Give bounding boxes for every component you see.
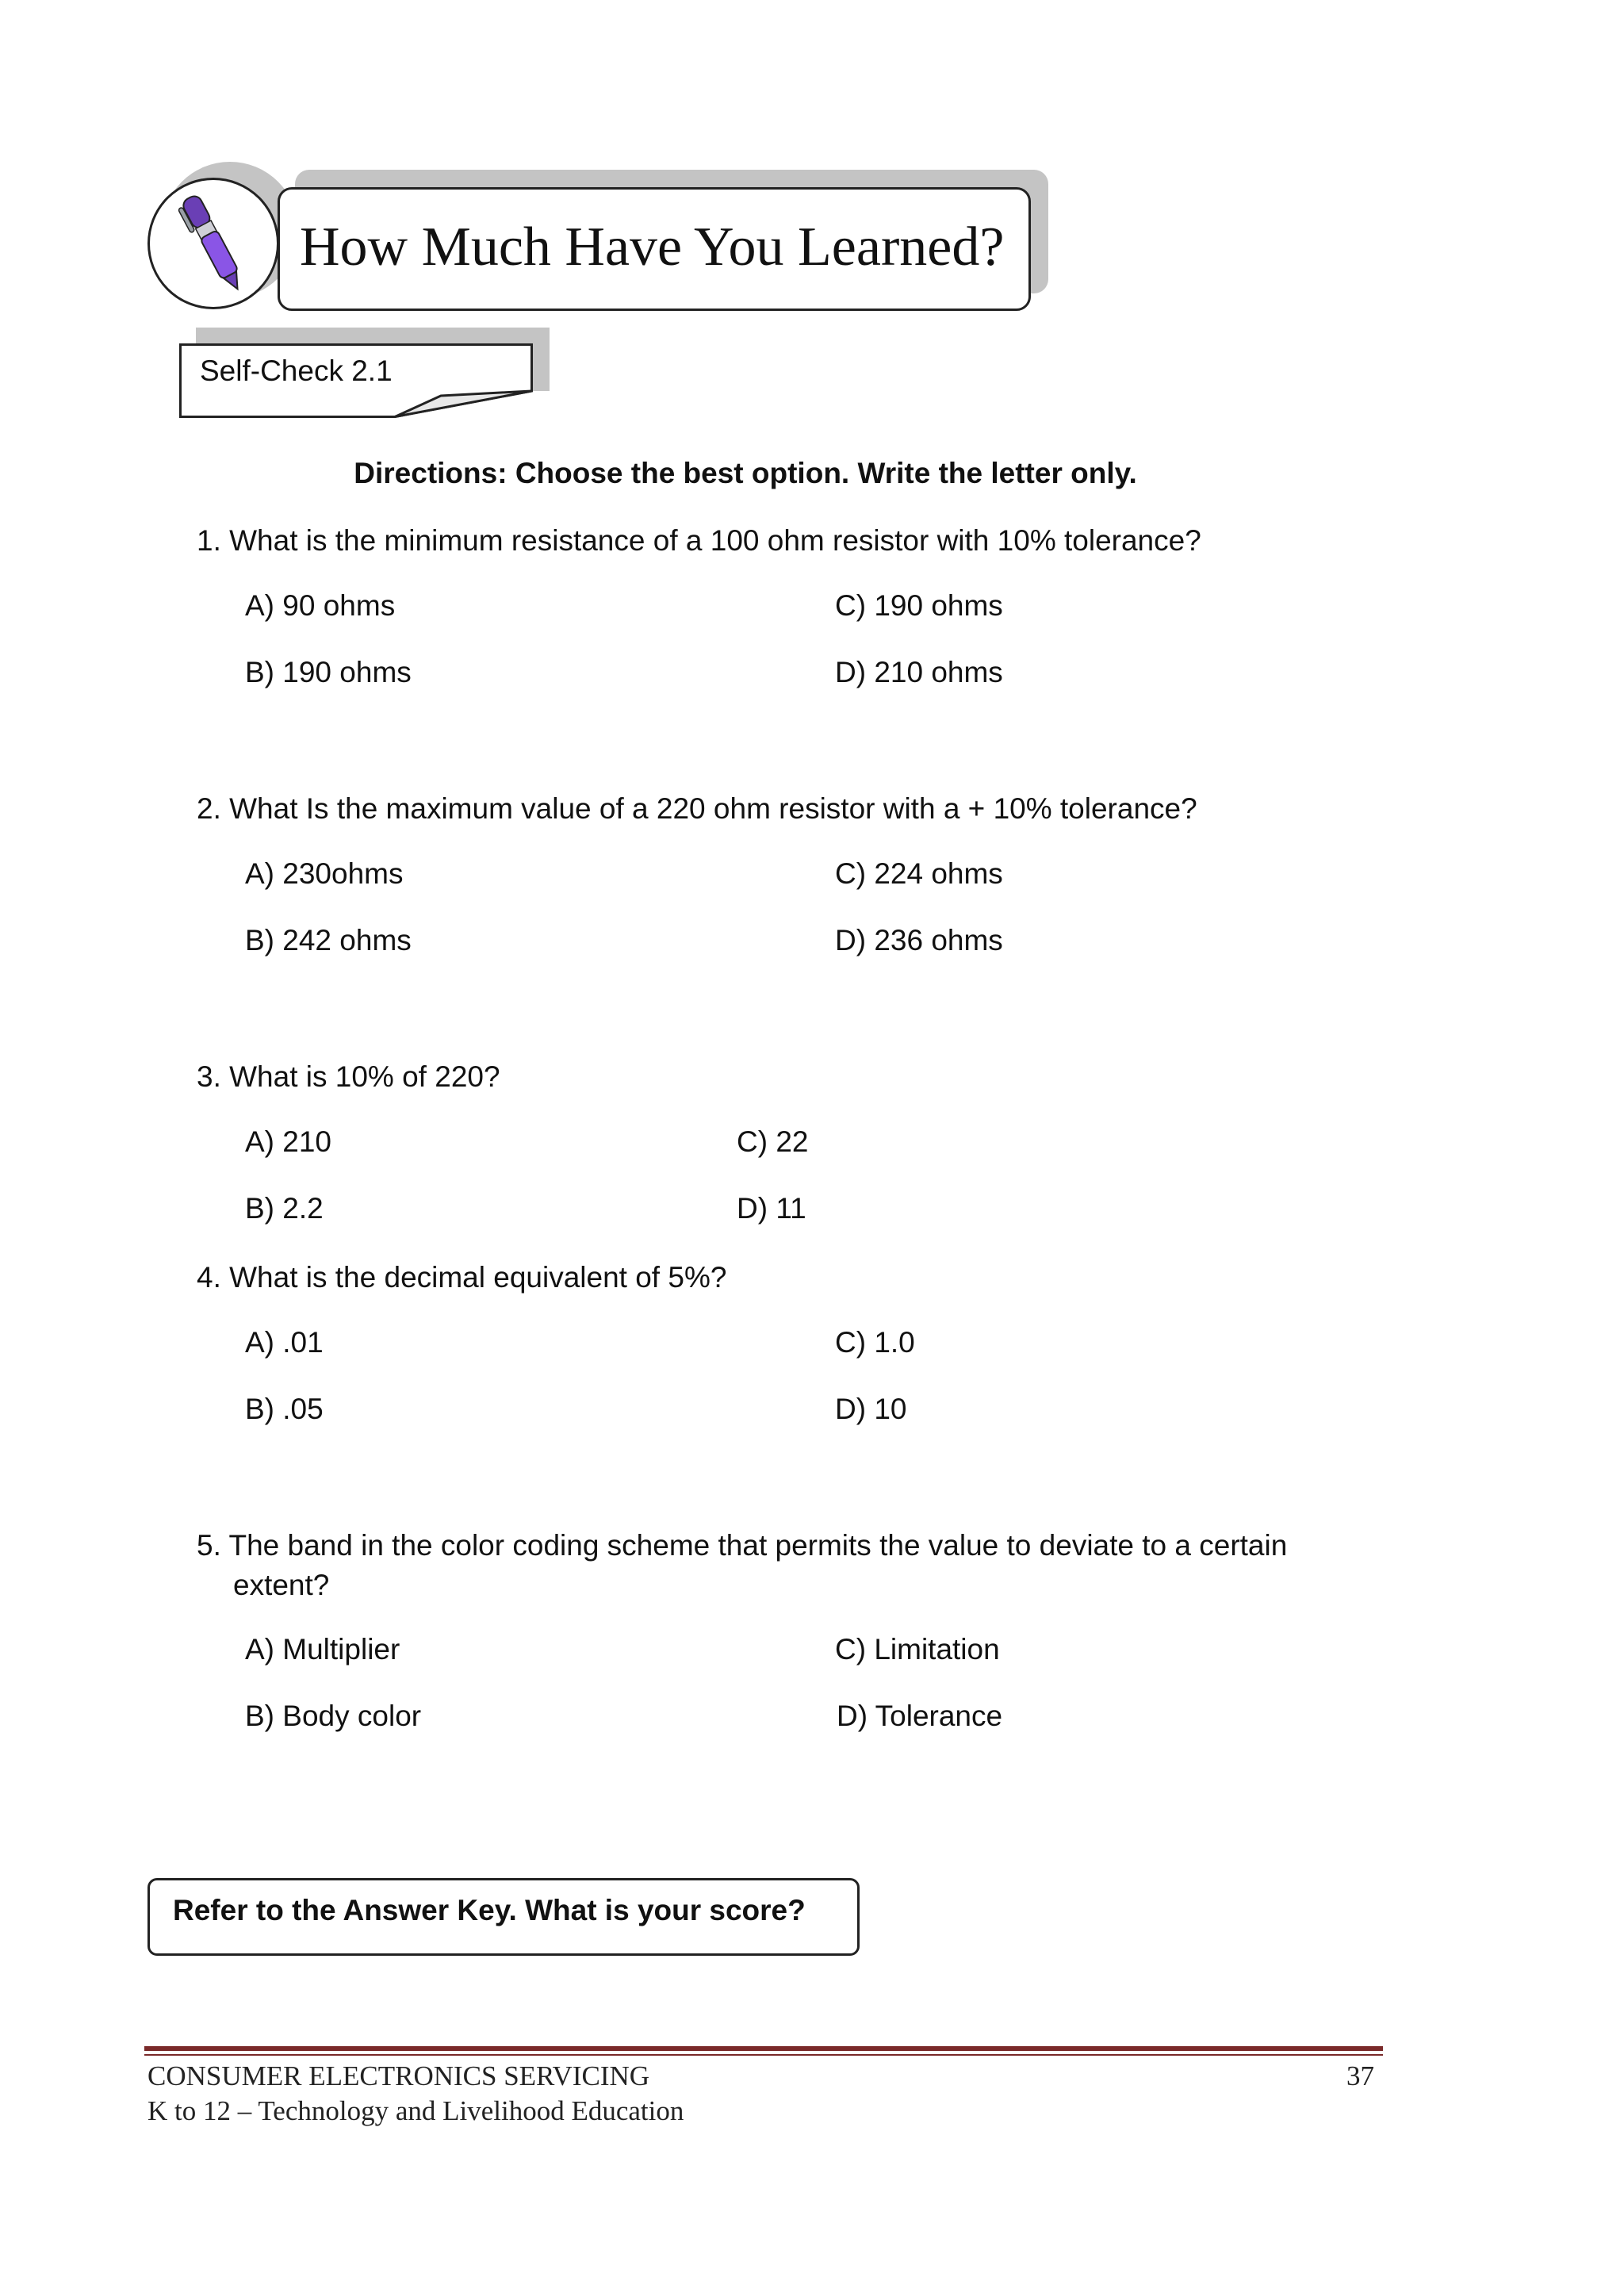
q3-option-a: A) 210 xyxy=(245,1125,332,1158)
footer-program: K to 12 – Technology and Livelihood Education xyxy=(147,2095,684,2126)
q5-option-b: B) Body color xyxy=(245,1700,422,1732)
q2-option-c: C) 224 ohms xyxy=(835,857,1003,890)
q1-option-c: C) 190 ohms xyxy=(835,589,1003,622)
q3-option-b: B) 2.2 xyxy=(245,1192,324,1225)
question-2: 2. What Is the maximum value of a 220 ohm resistor with a + 10% tolerance? xyxy=(197,792,1197,825)
q5-option-c: C) Limitation xyxy=(835,1633,1000,1665)
question-5: 5. The band in the color coding scheme that permits the value to deviate to a certain xyxy=(197,1529,1288,1562)
q1-option-b: B) 190 ohms xyxy=(245,656,412,688)
pen-icon xyxy=(155,186,271,301)
q4-option-b: B) .05 xyxy=(245,1393,324,1425)
question-3: 3. What is 10% of 220? xyxy=(197,1060,500,1093)
directions: Directions: Choose the best option. Write the letter only. xyxy=(354,457,1137,489)
page-number: 37 xyxy=(1346,2060,1374,2091)
footer-rule-thin xyxy=(144,2054,1383,2056)
q1-option-a: A) 90 ohms xyxy=(245,589,396,622)
q2-option-b: B) 242 ohms xyxy=(245,924,412,956)
q3-option-d: D) 11 xyxy=(737,1192,806,1225)
q4-option-d: D) 10 xyxy=(835,1393,907,1425)
question-4: 4. What is the decimal equivalent of 5%? xyxy=(197,1261,727,1294)
question-1: 1. What is the minimum resistance of a 100 ohm resistor with 10% tolerance? xyxy=(197,524,1201,557)
q4-option-c: C) 1.0 xyxy=(835,1326,915,1359)
self-check-label: Self-Check 2.1 xyxy=(200,355,393,387)
q4-option-a: A) .01 xyxy=(245,1326,324,1359)
q5-option-d: D) Tolerance xyxy=(837,1700,1003,1732)
q2-option-a: A) 230ohms xyxy=(245,857,404,890)
q5-option-a: A) Multiplier xyxy=(245,1633,400,1665)
question-5-continued: extent? xyxy=(233,1569,330,1601)
footer-subject: CONSUMER ELECTRONICS SERVICING xyxy=(147,2060,650,2091)
q3-option-c: C) 22 xyxy=(737,1125,809,1158)
q1-option-d: D) 210 ohms xyxy=(835,656,1003,688)
page-title: How Much Have You Learned? xyxy=(300,217,1005,278)
score-prompt: Refer to the Answer Key. What is your score? xyxy=(173,1894,806,1926)
footer-rule xyxy=(144,2046,1383,2051)
q2-option-d: D) 236 ohms xyxy=(835,924,1003,956)
